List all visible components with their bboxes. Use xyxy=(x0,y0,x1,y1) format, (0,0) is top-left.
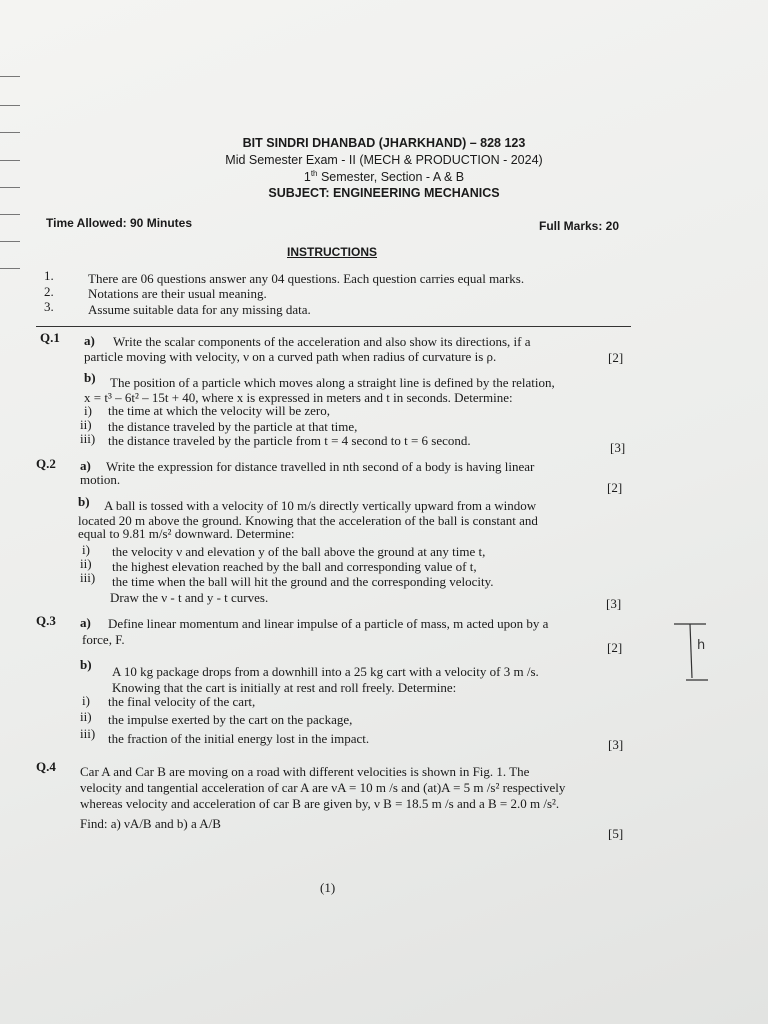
marks-label: [3] xyxy=(608,737,624,752)
edge-mark xyxy=(0,241,20,242)
sub-num: i) xyxy=(82,542,90,557)
question-text: velocity and tangential acceleration of car A are νA = 10 m /s and (at)A = 5 m /s² respectively xyxy=(80,780,566,795)
divider-rule xyxy=(36,326,631,327)
question-label: Q.1 xyxy=(40,330,60,345)
semester-number: 1 xyxy=(303,170,311,185)
semester-line xyxy=(0,169,768,184)
question-label: Q.3 xyxy=(36,613,56,628)
instruction-num: 2. xyxy=(44,284,54,299)
question-text: Write the scalar components of the acceleration and also show its directions, if a xyxy=(113,334,531,349)
question-label: Q.4 xyxy=(36,759,56,774)
question-text: A 10 kg package drops from a downhill into a 25 kg cart with a velocity of 3 m /s. xyxy=(112,664,539,679)
sub-text: the fraction of the initial energy lost in the impact. xyxy=(108,731,370,746)
question-label: Q.2 xyxy=(36,456,56,471)
question-text: particle moving with velocity, ν on a curved path when radius of curvature is ρ. xyxy=(84,349,497,364)
sub-text: the distance traveled by the particle from t = 4 second to t = 6 second. xyxy=(108,433,471,448)
sub-text: the time at which the velocity will be zero, xyxy=(108,403,331,418)
sub-num: ii) xyxy=(80,417,92,432)
question-text: Draw the ν - t and y - t curves. xyxy=(110,590,269,605)
question-text: motion. xyxy=(80,472,121,487)
part-label: a) xyxy=(84,333,95,348)
sub-num: i) xyxy=(82,693,90,708)
question-text: Define linear momentum and linear impulse of a particle of mass, m acted upon by a xyxy=(108,616,549,631)
instruction-num: 1. xyxy=(44,268,54,283)
sub-num: iii) xyxy=(80,570,96,585)
sub-text: the velocity ν and elevation y of the ball above the ground at any time t, xyxy=(112,544,486,559)
sub-text: the impulse exerted by the cart on the package, xyxy=(108,712,353,727)
instruction-num: 3. xyxy=(44,299,54,314)
instructions-heading: INSTRUCTIONS xyxy=(287,245,377,259)
marks-label: [2] xyxy=(607,480,623,495)
page-number: (1) xyxy=(320,880,336,895)
question-text: Write the expression for distance travelled in nth second of a body is having linear xyxy=(106,459,535,474)
question-text: force, F. xyxy=(82,632,125,647)
question-text: whereas velocity and acceleration of car B are given by, ν B = 18.5 m /s and a B = 2.0 m /s². xyxy=(80,796,560,811)
institute-name: BIT SINDRI DHANBAD (JHARKHAND) – 828 123 xyxy=(242,136,526,150)
sub-num: i) xyxy=(84,403,92,418)
sub-text: the distance traveled by the particle at that time, xyxy=(108,419,358,434)
sub-num: iii) xyxy=(80,726,96,741)
question-text: located 20 m above the ground. Knowing that the acceleration of the ball is constant and xyxy=(78,513,538,528)
margin-note: h xyxy=(697,638,706,653)
question-text: equal to 9.81 m/s² downward. Determine: xyxy=(78,526,295,541)
subject-line: SUBJECT: ENGINEERING MECHANICS xyxy=(268,186,500,200)
marks-label: [2] xyxy=(607,640,623,655)
question-text: The position of a particle which moves along a straight line is defined by the relation, xyxy=(110,375,555,390)
full-marks: Full Marks: 20 xyxy=(539,219,620,233)
sub-text: the final velocity of the cart, xyxy=(108,694,256,709)
marks-label: [5] xyxy=(608,826,624,841)
marks-label: [3] xyxy=(606,596,622,611)
part-label: a) xyxy=(80,615,91,630)
margin-sketch-icon xyxy=(670,618,730,688)
question-text: Car A and Car B are moving on a road with different velocities is shown in Fig. 1. The xyxy=(80,764,530,779)
edge-mark xyxy=(0,105,20,106)
edge-mark xyxy=(0,268,20,269)
part-label: b) xyxy=(80,657,92,672)
marks-label: [2] xyxy=(608,350,624,365)
question-text: x = t³ – 6t² – 15t + 40, where x is expressed in meters and t in seconds. Determine: xyxy=(84,390,513,405)
sub-num: ii) xyxy=(80,556,92,571)
question-text: Knowing that the cart is initially at rest and roll freely. Determine: xyxy=(112,680,457,695)
time-allowed: Time Allowed: 90 Minutes xyxy=(46,216,193,230)
sub-text: the highest elevation reached by the ball and corresponding value of t, xyxy=(112,559,477,574)
edge-mark xyxy=(0,132,20,133)
instruction-text: Assume suitable data for any missing data. xyxy=(88,302,311,317)
exam-name: Mid Semester Exam - II (MECH & PRODUCTION - 2024) xyxy=(225,153,543,167)
edge-mark xyxy=(0,214,20,215)
question-text: Find: a) νA/B and b) a A/B xyxy=(80,816,221,831)
sub-num: ii) xyxy=(80,709,92,724)
part-label: a) xyxy=(80,458,91,473)
sub-text: the time when the ball will hit the ground and the corresponding velocity. xyxy=(112,574,494,589)
part-label: b) xyxy=(84,370,96,385)
semester-suffix: th xyxy=(310,169,318,178)
semester-section: Semester, Section - A & B xyxy=(317,170,465,185)
sub-num: iii) xyxy=(80,431,96,446)
edge-mark xyxy=(0,76,20,77)
instruction-text: There are 06 questions answer any 04 questions. Each question carries equal marks. xyxy=(88,271,525,286)
question-text: A ball is tossed with a velocity of 10 m/s directly vertically upward from a window xyxy=(104,498,537,513)
instruction-text: Notations are their usual meaning. xyxy=(88,286,267,301)
part-label: b) xyxy=(78,494,90,509)
marks-label: [3] xyxy=(610,440,626,455)
